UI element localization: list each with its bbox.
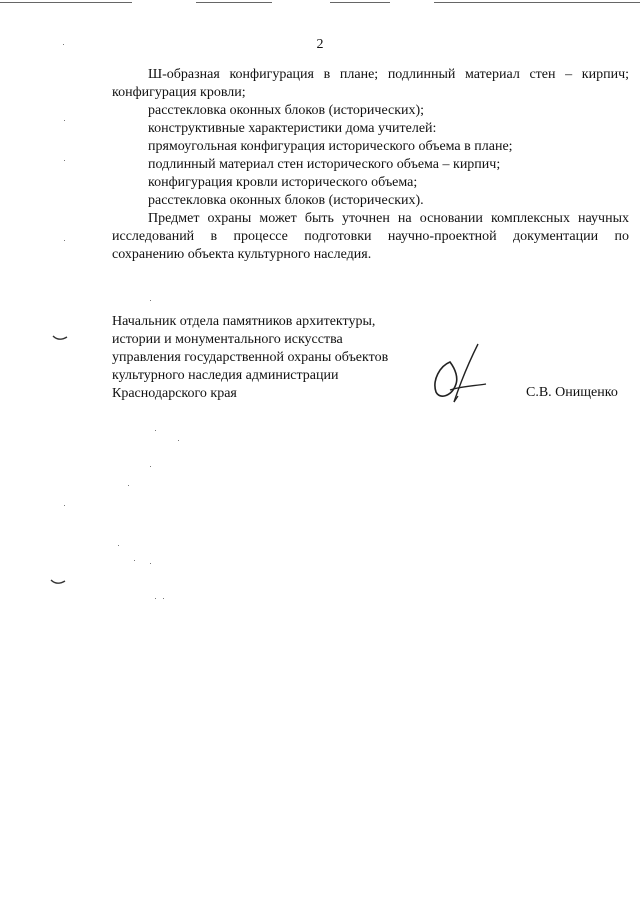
scan-top-edge-line [196,2,272,3]
signatory-title-line: культурного наследия администрации [112,368,339,383]
handwritten-signature [420,340,500,410]
signatory-name: С.В. Онищенко [526,385,618,400]
paragraph-line: Ш-образная конфигурация в плане; подлинный материал стен – кирпич; [148,67,629,82]
scan-top-edge-line [0,2,132,3]
signatory-title-line: Начальник отдела памятников архитектуры, [112,314,376,329]
scan-top-edge-line [330,2,390,3]
list-item: прямоугольная конфигурация исторического объема в плане; [148,139,513,154]
scan-speck [150,300,151,301]
paragraph-line: исследований в процессе подготовки научно-проектной документации по [112,229,629,244]
list-item: конфигурация кровли исторического объема; [148,175,418,190]
scan-speck [155,598,156,599]
page-number: 2 [316,37,324,52]
scan-speck [155,430,156,431]
paragraph-line: Предмет охраны может быть уточнен на основании комплексных научных [148,211,629,226]
scan-speck [63,44,64,45]
scan-speck [64,240,65,241]
scan-margin-mark [50,578,66,586]
list-item: расстекловка оконных блоков (исторических); [148,103,425,118]
signatory-title-line: Краснодарского края [112,386,237,401]
scan-top-edge-line [434,2,640,3]
document-body [112,66,629,264]
scan-margin-mark [52,334,68,342]
scan-speck [163,598,164,599]
paragraph-line: конфигурация кровли; [112,85,246,100]
list-item: подлинный материал стен исторического объема – кирпич; [148,157,501,172]
signatory-title-line: управления государственной охраны объектов [112,350,389,365]
scan-speck [64,160,65,161]
scan-speck [134,560,135,561]
scan-speck [118,545,119,546]
scan-speck [128,485,129,486]
scan-speck [64,120,65,121]
list-item: расстекловка оконных блоков (исторических). [148,193,424,208]
scan-speck [178,440,179,441]
signatory-title [112,313,388,403]
list-item: конструктивные характеристики дома учителей: [148,121,437,136]
scan-speck [150,466,151,467]
paragraph-line: сохранению объекта культурного наследия. [112,247,372,262]
scan-speck [150,563,151,564]
scan-speck [64,505,65,506]
signatory-title-line: истории и монументального искусства [112,332,343,347]
